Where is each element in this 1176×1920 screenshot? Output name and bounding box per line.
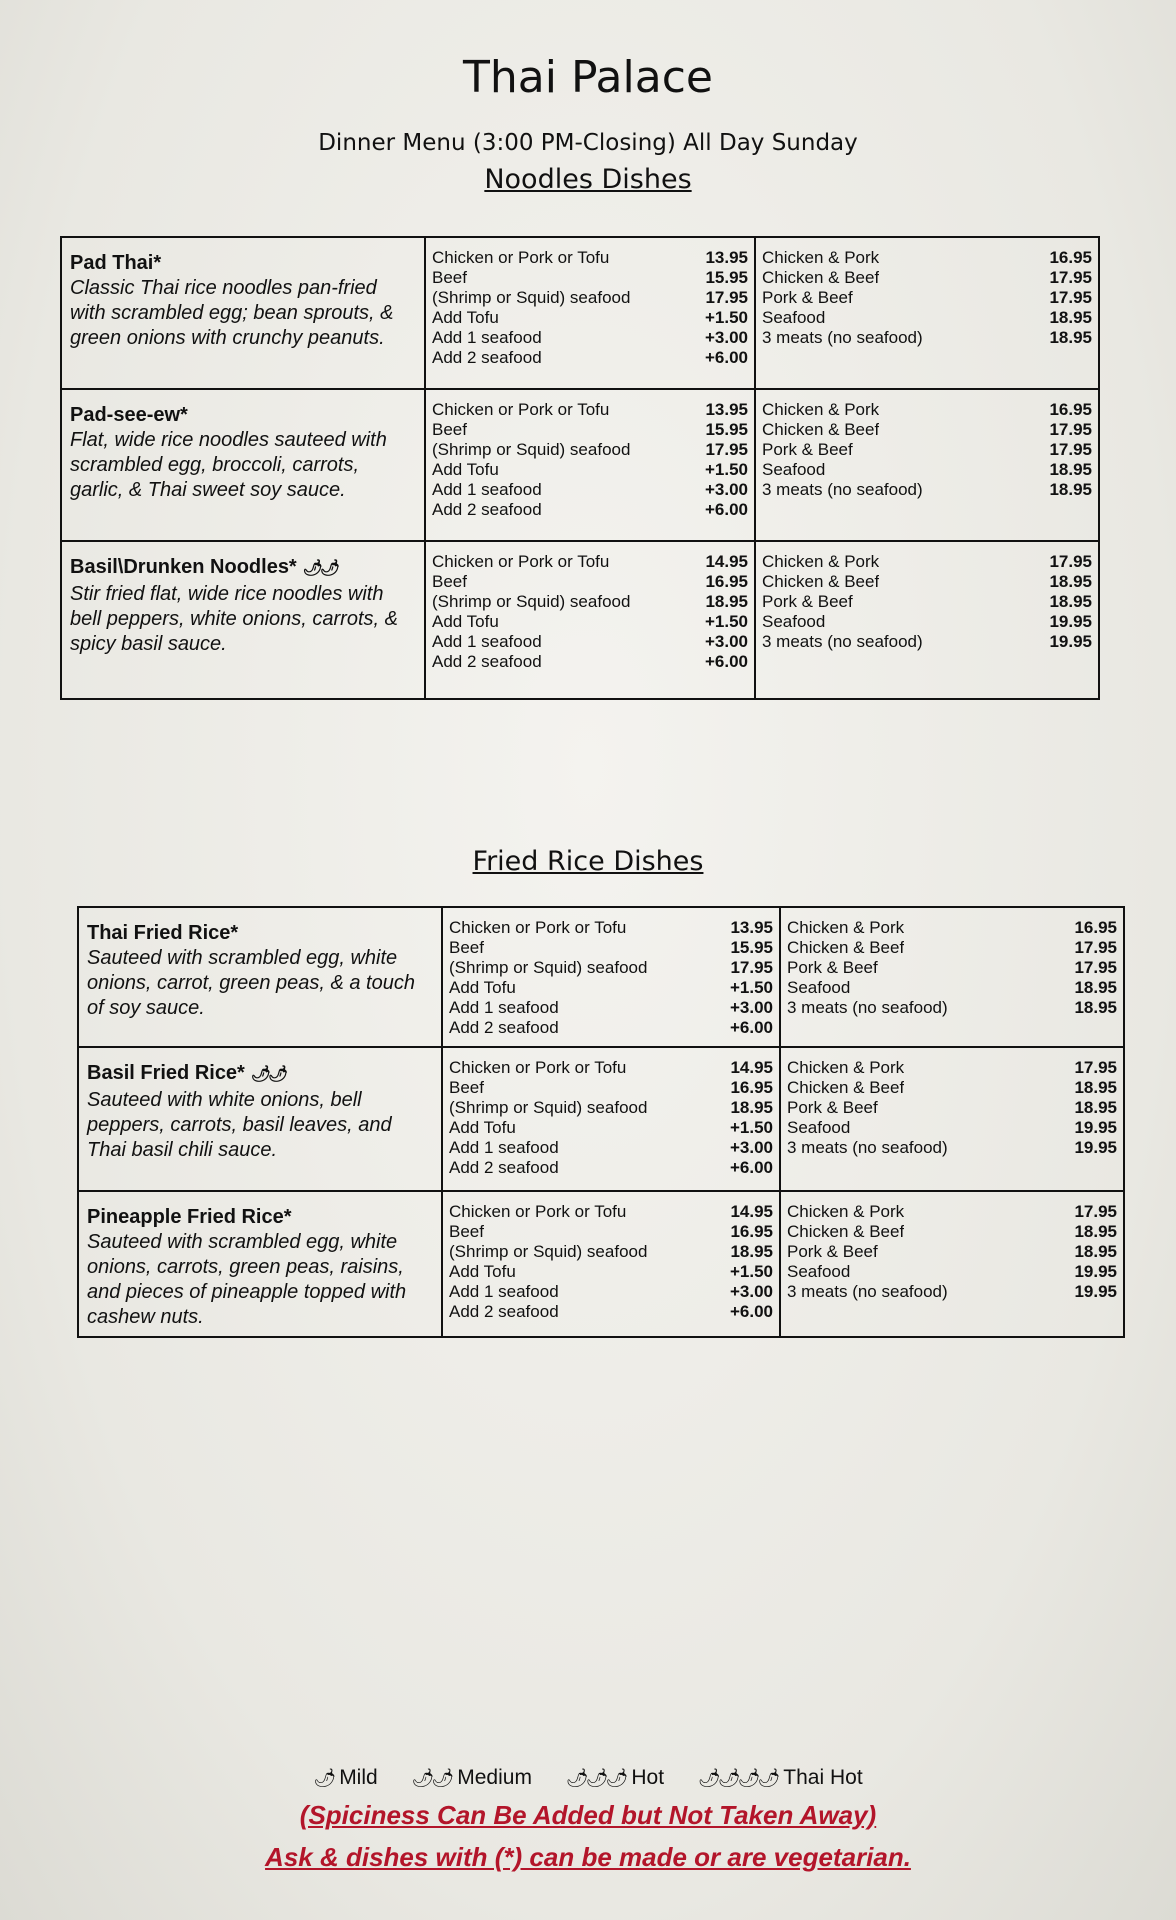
legend-hot — [566, 1766, 664, 1789]
price-line — [432, 268, 748, 288]
item-label: Pork & Beef — [787, 1242, 878, 1261]
combo-line — [787, 1138, 1117, 1158]
combo-line — [787, 1222, 1117, 1242]
item-label: Beef — [432, 268, 467, 287]
item-price: +6.00 — [729, 1158, 773, 1177]
item-price: 13.95 — [705, 400, 748, 419]
item-price: 19.95 — [1074, 1282, 1117, 1301]
legend-label: Medium — [457, 1766, 532, 1789]
combo-line — [762, 480, 1092, 500]
item-label: Add 2 seafood — [449, 1302, 559, 1321]
combo-line — [787, 1262, 1117, 1282]
price-list-cell — [442, 907, 780, 1047]
price-line — [432, 500, 748, 520]
item-label: Add 2 seafood — [432, 500, 542, 519]
item-label: Add 1 seafood — [432, 328, 542, 347]
price-line — [432, 592, 748, 612]
item-label: Chicken or Pork or Tofu — [432, 552, 610, 571]
item-price: 17.95 — [1049, 552, 1092, 571]
item-label: Chicken & Pork — [787, 918, 905, 937]
price-line — [432, 248, 748, 268]
item-price: 18.95 — [1074, 1222, 1117, 1241]
dish-row — [61, 389, 1099, 541]
item-label: Add Tofu — [449, 978, 516, 997]
section-heading-noodles: Noodles Dishes — [484, 164, 692, 195]
combo-line — [762, 440, 1092, 460]
item-price: 18.95 — [1074, 998, 1117, 1017]
item-label: Chicken & Pork — [787, 1202, 905, 1221]
item-label: Seafood — [762, 308, 826, 327]
item-price: 17.95 — [1074, 1058, 1117, 1077]
item-price: 18.95 — [730, 1242, 773, 1261]
price-line — [432, 440, 748, 460]
dish-name — [70, 554, 416, 582]
item-label: Add 2 seafood — [449, 1018, 559, 1037]
item-label: Seafood — [787, 1262, 851, 1281]
item-price: 13.95 — [730, 918, 773, 937]
dish-desc: Sauteed with scrambled egg, white onions, carrot, green peas, & a touch of soy sauce. — [87, 947, 415, 1019]
item-price: 18.95 — [1049, 592, 1092, 611]
legend-label: Mild — [339, 1766, 378, 1789]
chili-icon: 🌶🌶 — [250, 1066, 286, 1083]
item-label: Chicken & Pork — [787, 1058, 905, 1077]
item-label: Add 2 seafood — [432, 652, 542, 671]
item-price: 14.95 — [705, 552, 748, 571]
item-price: 18.95 — [1074, 1098, 1117, 1117]
dish-name — [87, 920, 433, 946]
dish-row — [61, 541, 1099, 699]
item-price: 17.95 — [1074, 938, 1117, 957]
dish-row — [78, 907, 1124, 1047]
item-price: 16.95 — [1049, 400, 1092, 419]
combo-line — [787, 958, 1117, 978]
combo-line — [762, 632, 1092, 652]
combo-line — [762, 460, 1092, 480]
item-label: Chicken & Beef — [762, 572, 880, 591]
dish-description-cell — [78, 1047, 442, 1191]
price-list-cell — [425, 237, 755, 389]
chili-icon: 🌶🌶 — [411, 1768, 452, 1788]
combo-line — [787, 1058, 1117, 1078]
item-label: 3 meats (no seafood) — [762, 328, 923, 347]
price-line — [449, 1058, 773, 1078]
dish-description-cell — [78, 1191, 442, 1337]
item-price: 18.95 — [1074, 978, 1117, 997]
item-label: Pork & Beef — [787, 1098, 878, 1117]
item-price: 16.95 — [730, 1078, 773, 1097]
spiciness-note: (Spiciness Can Be Added but Not Taken Away) — [299, 1800, 877, 1830]
restaurant-title: Thai Palace — [463, 52, 713, 103]
item-label: Seafood — [787, 978, 851, 997]
price-line — [449, 1138, 773, 1158]
item-label: Chicken & Beef — [762, 420, 880, 439]
dish-row — [78, 1191, 1124, 1337]
price-line — [449, 1098, 773, 1118]
item-label: Pork & Beef — [762, 288, 853, 307]
dish-desc: Sauteed with scrambled egg, white onions, carrots, green peas, raisins, and pieces of pineapple topped with cashew nuts. — [87, 1231, 407, 1328]
item-label: Add 2 seafood — [449, 1158, 559, 1177]
dish-name-text: Pineapple Fried Rice* — [87, 1206, 292, 1228]
item-price: 16.95 — [1049, 248, 1092, 267]
item-price: 19.95 — [1049, 612, 1092, 631]
item-label: Chicken or Pork or Tofu — [449, 1058, 627, 1077]
dish-name — [70, 402, 416, 428]
dish-name — [70, 250, 416, 276]
price-line — [449, 1018, 773, 1038]
dish-desc: Flat, wide rice noodles sauteed with scrambled egg, broccoli, carrots, garlic, & Thai sweet soy sauce. — [70, 429, 387, 501]
dish-description-cell — [61, 237, 425, 389]
item-label: 3 meats (no seafood) — [762, 632, 923, 651]
item-price: +6.00 — [704, 348, 748, 367]
dish-desc: Sauteed with white onions, bell peppers, carrots, basil leaves, and Thai basil chili sauce. — [87, 1089, 392, 1161]
combo-line — [787, 1242, 1117, 1262]
item-label: Seafood — [762, 460, 826, 479]
item-price: 18.95 — [1049, 328, 1092, 347]
price-line — [432, 348, 748, 368]
item-label: Add Tofu — [432, 460, 499, 479]
combo-list-cell — [755, 541, 1099, 699]
combo-line — [787, 938, 1117, 958]
price-line — [449, 958, 773, 978]
legend-medium — [412, 1766, 532, 1789]
combo-line — [762, 400, 1092, 420]
item-price: +1.50 — [704, 308, 748, 327]
item-price: +1.50 — [704, 612, 748, 631]
item-price: 14.95 — [730, 1058, 773, 1077]
combo-line — [787, 1118, 1117, 1138]
price-line — [432, 308, 748, 328]
price-line — [432, 400, 748, 420]
item-label: Add Tofu — [432, 308, 499, 327]
item-price: +6.00 — [704, 652, 748, 671]
item-price: +1.50 — [729, 1262, 773, 1281]
item-price: 18.95 — [1074, 1242, 1117, 1261]
price-line — [432, 652, 748, 672]
item-label: Seafood — [787, 1118, 851, 1137]
item-price: 17.95 — [730, 958, 773, 977]
item-price: +1.50 — [729, 1118, 773, 1137]
item-price: 17.95 — [705, 288, 748, 307]
combo-line — [762, 572, 1092, 592]
item-price: 16.95 — [705, 572, 748, 591]
dish-name-text: Pad Thai* — [70, 252, 162, 274]
combo-line — [787, 1202, 1117, 1222]
dish-description-cell — [61, 389, 425, 541]
chili-icon: 🌶🌶🌶🌶 — [697, 1768, 778, 1788]
combo-line — [787, 1282, 1117, 1302]
combo-line — [762, 592, 1092, 612]
item-price: 19.95 — [1074, 1138, 1117, 1157]
item-price: 17.95 — [1049, 440, 1092, 459]
combo-line — [787, 998, 1117, 1018]
item-price: +3.00 — [704, 480, 748, 499]
combo-list-cell — [755, 389, 1099, 541]
item-label: Pork & Beef — [762, 592, 853, 611]
price-list-cell — [425, 389, 755, 541]
price-line — [449, 1282, 773, 1302]
item-label: (Shrimp or Squid) seafood — [449, 1242, 648, 1261]
price-line — [449, 1202, 773, 1222]
price-line — [432, 328, 748, 348]
item-label: Add Tofu — [449, 1262, 516, 1281]
item-price: +1.50 — [704, 460, 748, 479]
item-price: 17.95 — [1049, 288, 1092, 307]
item-price: +3.00 — [729, 1282, 773, 1301]
item-label: Chicken & Pork — [762, 248, 880, 267]
item-label: Beef — [449, 1078, 484, 1097]
item-price: +6.00 — [729, 1302, 773, 1321]
price-line — [449, 1262, 773, 1282]
combo-line — [762, 248, 1092, 268]
item-label: Chicken & Pork — [762, 552, 880, 571]
price-line — [432, 460, 748, 480]
item-price: 17.95 — [1049, 420, 1092, 439]
item-label: (Shrimp or Squid) seafood — [432, 288, 631, 307]
item-price: 17.95 — [705, 440, 748, 459]
item-price: 15.95 — [705, 268, 748, 287]
noodles-table — [60, 236, 1100, 700]
dish-name-text: Basil Fried Rice* — [87, 1062, 245, 1084]
dish-description-cell — [61, 541, 425, 699]
dish-desc: Stir fried flat, wide rice noodles with bell peppers, white onions, carrots, & spicy basil sauce. — [70, 583, 398, 655]
legend-mild — [313, 1766, 377, 1789]
item-price: 16.95 — [730, 1222, 773, 1241]
price-list-cell — [442, 1191, 780, 1337]
vegetarian-note: Ask & dishes with (*) can be made or are vegetarian. — [265, 1842, 911, 1872]
item-label: (Shrimp or Squid) seafood — [432, 592, 631, 611]
item-label: Add 1 seafood — [449, 1282, 559, 1301]
chili-icon: 🌶🌶 — [302, 560, 338, 577]
item-price: +3.00 — [729, 1138, 773, 1157]
dish-row — [78, 1047, 1124, 1191]
item-label: Chicken & Beef — [787, 938, 905, 957]
combo-line — [762, 328, 1092, 348]
price-line — [432, 420, 748, 440]
price-line — [449, 998, 773, 1018]
item-price: +3.00 — [704, 328, 748, 347]
item-label: Add 1 seafood — [449, 1138, 559, 1157]
legend-label: Thai Hot — [783, 1766, 863, 1789]
combo-line — [787, 1098, 1117, 1118]
item-price: 15.95 — [730, 938, 773, 957]
item-label: 3 meats (no seafood) — [787, 1138, 948, 1157]
chili-icon: 🌶 — [313, 1768, 334, 1788]
dish-name-text: Thai Fried Rice* — [87, 922, 239, 944]
dish-desc: Classic Thai rice noodles pan-fried with scrambled egg; bean sprouts, & green onions with crunchy peanuts. — [70, 277, 394, 349]
legend-label: Hot — [631, 1766, 665, 1789]
item-price: 13.95 — [705, 248, 748, 267]
price-line — [449, 1118, 773, 1138]
price-line — [449, 1078, 773, 1098]
item-label: Chicken or Pork or Tofu — [432, 248, 610, 267]
dish-row — [61, 237, 1099, 389]
item-price: 19.95 — [1074, 1118, 1117, 1137]
item-label: Chicken or Pork or Tofu — [449, 918, 627, 937]
dish-name-text: Basil\Drunken Noodles* — [70, 556, 297, 578]
combo-line — [762, 288, 1092, 308]
combo-list-cell — [780, 907, 1124, 1047]
item-label: Chicken & Beef — [787, 1222, 905, 1241]
item-label: 3 meats (no seafood) — [787, 998, 948, 1017]
price-line — [449, 978, 773, 998]
item-label: Add 1 seafood — [432, 632, 542, 651]
item-label: Chicken or Pork or Tofu — [449, 1202, 627, 1221]
price-line — [449, 1242, 773, 1262]
item-label: (Shrimp or Squid) seafood — [449, 1098, 648, 1117]
item-price: +3.00 — [704, 632, 748, 651]
price-line — [449, 1302, 773, 1322]
item-label: Chicken or Pork or Tofu — [432, 400, 610, 419]
price-line — [449, 1222, 773, 1242]
price-list-cell — [425, 541, 755, 699]
item-price: +3.00 — [729, 998, 773, 1017]
item-price: 18.95 — [1049, 480, 1092, 499]
spice-legend — [0, 1766, 1176, 1790]
price-line — [432, 288, 748, 308]
item-price: 17.95 — [1049, 268, 1092, 287]
item-price: 15.95 — [705, 420, 748, 439]
item-label: Pork & Beef — [762, 440, 853, 459]
combo-line — [762, 612, 1092, 632]
menu-subtitle: Dinner Menu (3:00 PM-Closing) All Day Sunday — [318, 130, 858, 156]
item-label: Beef — [432, 420, 467, 439]
price-line — [432, 552, 748, 572]
combo-list-cell — [780, 1047, 1124, 1191]
item-price: 14.95 — [730, 1202, 773, 1221]
combo-line — [787, 978, 1117, 998]
item-price: 19.95 — [1074, 1262, 1117, 1281]
section-heading-fried-rice: Fried Rice Dishes — [472, 846, 704, 877]
item-price: +6.00 — [729, 1018, 773, 1037]
item-price: 18.95 — [1074, 1078, 1117, 1097]
item-label: Beef — [449, 1222, 484, 1241]
combo-line — [762, 308, 1092, 328]
item-price: 18.95 — [1049, 308, 1092, 327]
item-label: (Shrimp or Squid) seafood — [449, 958, 648, 977]
item-label: 3 meats (no seafood) — [787, 1282, 948, 1301]
item-label: Chicken & Beef — [787, 1078, 905, 1097]
price-line — [449, 918, 773, 938]
item-label: Add Tofu — [449, 1118, 516, 1137]
dish-name-text: Pad-see-ew* — [70, 404, 188, 426]
combo-line — [762, 552, 1092, 572]
item-price: 17.95 — [1074, 958, 1117, 977]
item-price: +1.50 — [729, 978, 773, 997]
item-price: +6.00 — [704, 500, 748, 519]
dish-name — [87, 1060, 433, 1088]
dish-name — [87, 1204, 433, 1230]
item-label: Add 1 seafood — [449, 998, 559, 1017]
item-label: Pork & Beef — [787, 958, 878, 977]
combo-list-cell — [755, 237, 1099, 389]
item-price: 16.95 — [1074, 918, 1117, 937]
item-label: Add 2 seafood — [432, 348, 542, 367]
item-label: Beef — [449, 938, 484, 957]
combo-line — [762, 268, 1092, 288]
item-label: Seafood — [762, 612, 826, 631]
combo-line — [787, 918, 1117, 938]
combo-line — [787, 1078, 1117, 1098]
chili-icon: 🌶🌶🌶 — [565, 1768, 626, 1788]
item-label: Chicken & Pork — [762, 400, 880, 419]
legend-thai-hot — [698, 1766, 863, 1789]
price-line — [432, 612, 748, 632]
item-label: 3 meats (no seafood) — [762, 480, 923, 499]
combo-line — [762, 420, 1092, 440]
price-list-cell — [442, 1047, 780, 1191]
item-label: Chicken & Beef — [762, 268, 880, 287]
item-price: 18.95 — [730, 1098, 773, 1117]
combo-list-cell — [780, 1191, 1124, 1337]
fried-rice-table — [77, 906, 1125, 1338]
price-line — [432, 572, 748, 592]
dish-description-cell — [78, 907, 442, 1047]
item-label: Add Tofu — [432, 612, 499, 631]
item-label: Add 1 seafood — [432, 480, 542, 499]
item-price: 18.95 — [1049, 460, 1092, 479]
item-label: (Shrimp or Squid) seafood — [432, 440, 631, 459]
item-label: Beef — [432, 572, 467, 591]
item-price: 18.95 — [1049, 572, 1092, 591]
price-line — [449, 938, 773, 958]
item-price: 18.95 — [705, 592, 748, 611]
item-price: 17.95 — [1074, 1202, 1117, 1221]
price-line — [432, 480, 748, 500]
price-line — [449, 1158, 773, 1178]
item-price: 19.95 — [1049, 632, 1092, 651]
price-line — [432, 632, 748, 652]
